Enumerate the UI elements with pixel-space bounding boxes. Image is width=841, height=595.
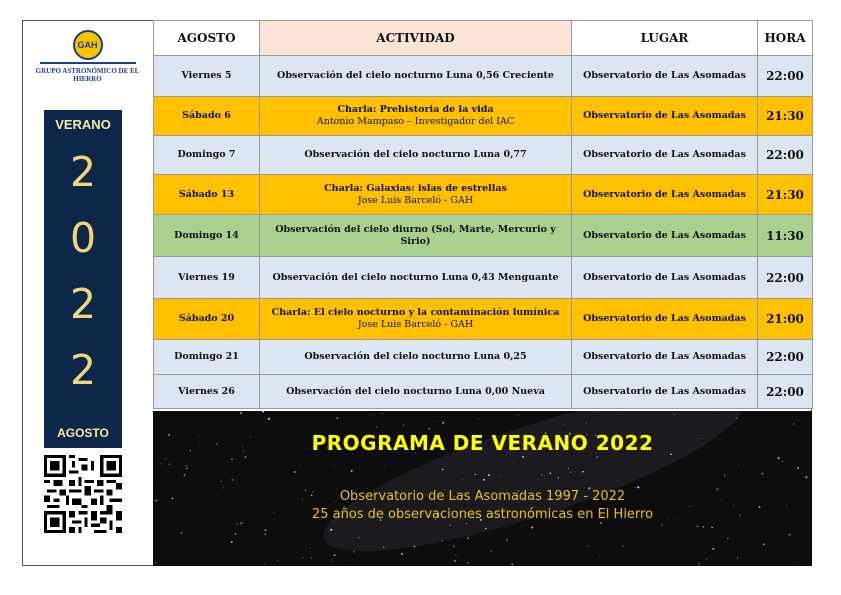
row-place: Observatorio de Las Asomadas — [572, 56, 758, 97]
star — [796, 563, 797, 564]
row-place: Observatorio de Las Asomadas — [572, 97, 758, 136]
star — [302, 557, 303, 558]
star — [180, 532, 182, 534]
star — [265, 530, 267, 532]
talk-speaker: Jose Luis Barceló - GAH — [357, 319, 474, 330]
row-time: 21:30 — [758, 175, 813, 215]
star — [300, 465, 301, 466]
star — [382, 413, 383, 414]
row-date: Domingo 7 — [154, 136, 260, 175]
row-place: Observatorio de Las Asomadas — [572, 375, 758, 409]
star — [724, 475, 725, 476]
star — [518, 414, 519, 415]
star — [403, 424, 404, 425]
star — [454, 560, 456, 562]
star — [703, 526, 705, 528]
talk-speaker: Antonio Mampaso – Investigador del IAC — [316, 116, 515, 127]
star — [474, 474, 475, 475]
star — [778, 457, 780, 459]
table-header-row — [154, 21, 813, 56]
star — [351, 470, 353, 472]
star — [264, 534, 265, 535]
star — [153, 486, 154, 487]
star — [442, 540, 443, 541]
talk-speaker: Jose Luis Barceló - GAH — [357, 194, 474, 206]
year-digit-2: 0 — [69, 214, 97, 262]
row-time: 22:00 — [758, 375, 813, 409]
row-time: 21:30 — [758, 97, 813, 136]
star — [798, 412, 799, 413]
row-activity — [260, 175, 572, 215]
table-row — [154, 97, 813, 136]
program-title: PROGRAMA DE VERANO 2022 — [311, 431, 654, 455]
star — [490, 550, 492, 552]
star — [805, 476, 807, 478]
row-date: Domingo 21 — [154, 340, 260, 375]
star — [513, 462, 514, 463]
star — [596, 456, 598, 458]
star — [332, 559, 333, 560]
star — [622, 546, 623, 547]
star — [501, 476, 502, 477]
star — [594, 411, 595, 412]
star — [234, 533, 236, 535]
star — [428, 428, 429, 429]
star — [697, 526, 698, 527]
star — [262, 411, 264, 412]
row-activity: Observación del cielo nocturno Luna 0,56 Creciente — [260, 56, 572, 97]
row-place: Observatorio de Las Asomadas — [572, 136, 758, 175]
star — [310, 547, 311, 548]
row-place: Observatorio de Las Asomadas — [572, 175, 758, 215]
banner-month: AGOSTO — [57, 426, 109, 440]
star — [586, 422, 587, 423]
star — [453, 545, 454, 546]
row-activity: Observación del cielo nocturno Luna 0,00 Nueva — [260, 375, 572, 409]
star — [506, 539, 508, 541]
star — [582, 471, 584, 473]
starry-sky-panel — [153, 411, 812, 566]
star — [570, 471, 572, 473]
column-header-activity: ACTIVIDAD — [260, 21, 572, 56]
schedule-table — [153, 20, 813, 409]
row-activity: Observación del cielo nocturno Luna 0,25 — [260, 340, 572, 375]
star — [485, 528, 486, 529]
star — [376, 426, 378, 428]
row-activity: Observación del cielo nocturno Luna 0,43 Menguante — [260, 257, 572, 299]
star — [184, 474, 186, 476]
star — [588, 545, 589, 546]
star — [241, 522, 242, 523]
star — [449, 544, 450, 545]
year-digit-1: 2 — [69, 148, 97, 196]
star — [371, 415, 372, 416]
star — [320, 484, 321, 485]
year-digit-4: 2 — [69, 346, 97, 394]
star — [160, 463, 162, 465]
row-place: Observatorio de Las Asomadas — [572, 299, 758, 340]
star — [265, 563, 266, 564]
banner-season: VERANO — [55, 117, 111, 132]
row-date: Sábado 20 — [154, 299, 260, 340]
gah-logo — [22, 30, 153, 83]
star — [617, 413, 618, 414]
row-date: Viernes 26 — [154, 375, 260, 409]
star — [661, 524, 663, 526]
star — [786, 505, 787, 506]
star — [466, 523, 467, 524]
star — [330, 529, 332, 531]
star — [462, 479, 463, 480]
star — [335, 465, 336, 466]
row-activity: Observación del cielo diurno (Sol, Marte, Mercurio y Sirio) — [260, 215, 572, 257]
star — [354, 551, 355, 552]
column-header-place: LUGAR — [572, 21, 758, 56]
star — [737, 557, 738, 558]
gah-logo-text: GAH — [77, 40, 98, 50]
star — [736, 418, 738, 420]
star — [334, 554, 336, 556]
star — [442, 422, 444, 424]
star — [782, 461, 783, 462]
star — [186, 468, 187, 469]
star — [414, 546, 416, 548]
star — [358, 537, 359, 538]
left-sidebar — [22, 20, 153, 566]
star — [550, 472, 552, 474]
star — [231, 541, 233, 543]
table-row — [154, 136, 813, 175]
star — [236, 523, 238, 525]
row-date: Sábado 13 — [154, 175, 260, 215]
star — [385, 465, 386, 466]
star — [682, 475, 683, 476]
row-time: 21:00 — [758, 299, 813, 340]
star — [268, 418, 270, 420]
star — [763, 544, 765, 546]
row-place: Observatorio de Las Asomadas — [572, 215, 758, 257]
table-row — [154, 375, 813, 409]
table-row — [154, 175, 813, 215]
column-header-date: AGOSTO — [154, 21, 260, 56]
row-activity: Observación del cielo nocturno Luna 0,77 — [260, 136, 572, 175]
star — [186, 465, 187, 466]
star — [155, 562, 157, 564]
star — [277, 560, 278, 561]
star — [793, 423, 795, 425]
star — [483, 479, 485, 481]
star — [506, 541, 507, 542]
star — [478, 419, 479, 420]
star — [600, 522, 602, 524]
star — [738, 464, 739, 465]
star — [789, 534, 791, 536]
star — [220, 480, 222, 482]
star — [635, 487, 636, 488]
row-time: 22:00 — [758, 340, 813, 375]
column-header-time: HORA — [758, 21, 813, 56]
star — [674, 414, 675, 415]
organization-name: GRUPO ASTRONÓMICO DE EL HIERRO — [35, 67, 140, 83]
star — [779, 411, 780, 412]
row-time: 22:00 — [758, 257, 813, 299]
star — [791, 549, 792, 550]
star — [712, 548, 714, 550]
star — [561, 426, 562, 427]
qr-code-icon[interactable] — [44, 455, 122, 533]
star — [442, 469, 443, 470]
program-subtitle-line2: 25 años de observaciones astronómicas en El Hierro — [311, 507, 654, 522]
year-banner — [44, 110, 122, 448]
star — [169, 464, 170, 465]
star — [245, 456, 247, 458]
star — [294, 471, 296, 473]
star — [450, 525, 451, 526]
star — [467, 537, 468, 538]
star — [555, 470, 556, 471]
row-date: Viernes 5 — [154, 56, 260, 97]
star — [436, 553, 437, 554]
star — [539, 479, 540, 480]
row-time: 22:00 — [758, 56, 813, 97]
star — [227, 462, 228, 463]
star — [232, 479, 234, 481]
star — [501, 557, 502, 558]
table-row — [154, 56, 813, 97]
star — [436, 421, 437, 422]
star — [336, 417, 338, 419]
star — [195, 466, 196, 467]
star — [383, 547, 385, 549]
star — [311, 558, 312, 559]
row-date: Sábado 6 — [154, 97, 260, 136]
row-date: Viernes 19 — [154, 257, 260, 299]
row-time: 11:30 — [758, 215, 813, 257]
star — [586, 546, 587, 547]
table-row — [154, 340, 813, 375]
star — [541, 474, 542, 475]
star — [599, 555, 600, 556]
star — [522, 456, 524, 458]
talk-title: Charla: El cielo nocturno y la contaminación lumínica — [271, 307, 560, 318]
program-subtitle-line1: Observatorio de Las Asomadas 1997 - 2022 — [339, 489, 626, 504]
star — [231, 459, 232, 460]
star — [316, 486, 317, 487]
star — [467, 562, 469, 564]
row-time: 22:00 — [758, 136, 813, 175]
talk-title: Charla: Galaxias: islas de estrellas — [324, 182, 507, 194]
row-place: Observatorio de Las Asomadas — [572, 257, 758, 299]
row-activity — [260, 97, 572, 136]
table-row — [154, 257, 813, 299]
year-digit-3: 2 — [69, 280, 97, 328]
star — [564, 424, 565, 425]
star — [706, 558, 707, 559]
gah-logo-badge — [73, 30, 103, 60]
star — [558, 477, 559, 478]
star — [761, 473, 763, 475]
star — [727, 538, 728, 539]
star — [797, 467, 799, 469]
star — [315, 528, 316, 529]
star — [698, 563, 700, 565]
star — [264, 417, 265, 418]
row-activity — [260, 299, 572, 340]
star — [711, 527, 712, 528]
star — [455, 554, 457, 556]
star — [568, 468, 569, 469]
logo-underline — [40, 62, 136, 64]
star — [733, 505, 734, 506]
star — [577, 556, 578, 557]
talk-title: Charla: Prehistoria de la vida — [337, 104, 494, 115]
row-place: Observatorio de Las Asomadas — [572, 340, 758, 375]
row-date: Domingo 14 — [154, 215, 260, 257]
table-row — [154, 215, 813, 257]
star — [240, 412, 242, 414]
star — [401, 553, 403, 555]
table-row — [154, 299, 813, 340]
star — [204, 547, 205, 548]
star — [511, 564, 513, 566]
star — [488, 474, 490, 476]
star — [165, 458, 167, 460]
star — [779, 528, 780, 529]
star — [531, 526, 533, 528]
